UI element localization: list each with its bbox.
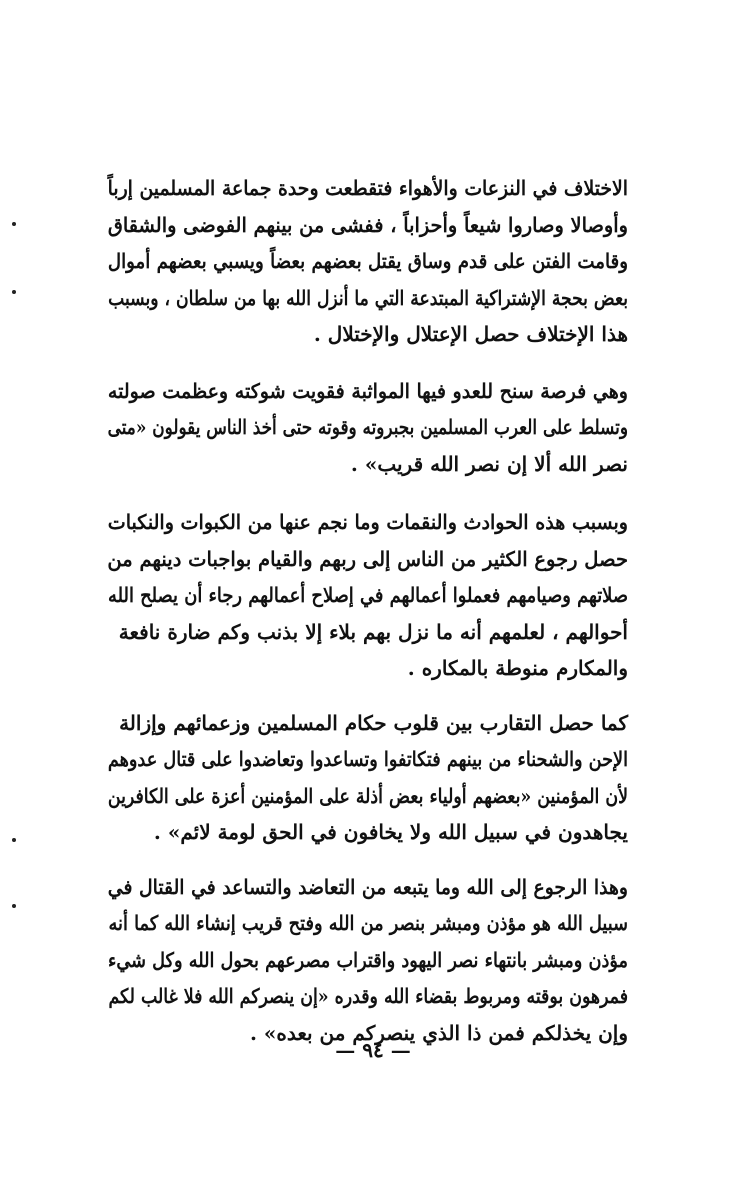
text-line: لأن المؤمنين «بعضهم أولياء بعض أذلة على المؤمنين أعزة على الكافرين — [107, 783, 628, 808]
text-line: مؤذن ومبشر بانتهاء نصر اليهود واقتراب مصرعهم بحول الله وكل شيء — [108, 947, 628, 972]
text-line: فمرهون بوقته ومربوط بقضاء الله وقدره «إن ينصركم الله فلا غالب لكم — [108, 984, 628, 1008]
text-line: وهي فرصة سنح للعدو فيها المواثبة فقويت شوكته وعظمت صولته — [107, 378, 628, 403]
text-line: وأوصالا وصاروا شيعاً وأحزاباً ، ففشى من بينهم الفوضى والشقاق — [107, 212, 628, 237]
text-line: كما حصل التقارب بين قلوب حكام المسلمين وزعمائهم وإزالة — [119, 710, 628, 735]
text-line: بعض بحجة الإشتراكية المبتدعة التي ما أنزل الله بها من سلطان ، وبسبب — [108, 285, 629, 310]
text-line: والمكارم منوطة بالمكاره . — [407, 656, 628, 680]
body-text — [108, 170, 628, 1051]
text-line: سبيل الله هو مؤذن ومبشر بنصر من الله وفتح قريب إنشاء الله كما أنه — [108, 911, 628, 935]
page-number: — ٩٤ — — [335, 1038, 411, 1062]
text-line: يجاهدون في سبيل الله ولا يخافون في الحق لومة لائم» . — [153, 820, 628, 844]
paragraph-1 — [108, 170, 628, 353]
text-line: وهذا الرجوع إلى الله وما يتبعه من التعاضد والتساعد في القتال في — [107, 874, 629, 899]
paragraph-3 — [108, 504, 628, 687]
margin-mark — [12, 222, 16, 226]
text-line: حصل رجوع الكثير من الناس إلى ربهم والقيام بواجبات دينهم من — [107, 546, 628, 571]
text-line: وتسلط على العرب المسلمين بجبروته وقوته حتى أخذ الناس يقولون «متى — [107, 415, 629, 439]
text-line: هذا الإختلاف حصل الإعتلال والإختلال . — [313, 322, 628, 346]
margin-mark — [12, 838, 16, 842]
text-line: وقامت الفتن على قدم وساق يقتل بعضهم بعضاً ويسبي بعضهم أموال — [107, 249, 629, 273]
margin-mark — [12, 290, 16, 294]
text-line: نصر الله ألا إن نصر الله قريب» . — [350, 451, 628, 476]
paragraph-4 — [108, 705, 628, 851]
text-line: الإحن والشحناء من بينهم فتكاتفوا وتساعدوا وتعاضدوا على قتال عدوهم — [107, 747, 628, 771]
text-line: وبسبب هذه الحوادث والنقمات وما نجم عنها من الكبوات والنكبات — [107, 510, 629, 534]
text-line: صلاتهم وصيامهم فعملوا أعمالهم في إصلاح أعمالهم رجاء أن يصلح الله — [108, 583, 628, 607]
margin-mark — [12, 904, 16, 908]
text-line: الاختلاف في النزعات والأهواء فتقطعت وحدة جماعة المسلمين إرباً — [107, 176, 628, 200]
paragraph-2 — [108, 373, 628, 483]
text-line: وإن يخذلكم فمن ذا الذي ينصركم من بعده» . — [249, 1020, 628, 1045]
text-line: أحوالهم ، لعلمهم أنه ما نزل بهم بلاء إلا بذنب وكم ضارة نافعة — [118, 619, 628, 644]
paragraph-5 — [108, 869, 628, 1052]
